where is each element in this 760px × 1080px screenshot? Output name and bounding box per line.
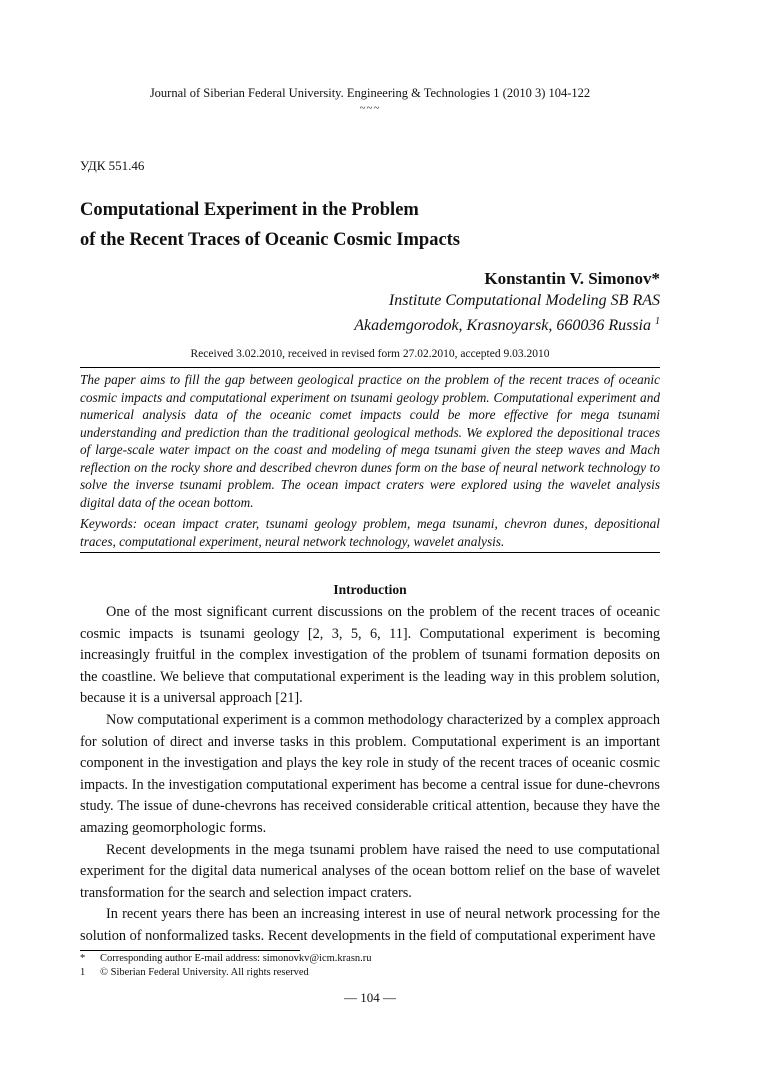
paragraph: In recent years there has been an increasing interest in use of neural network processing for the solution of nonformalized tasks. Recent developments in the field of computational experiment have bbox=[80, 906, 660, 944]
title-line-2: of the Recent Traces of Oceanic Cosmic Impacts bbox=[80, 230, 461, 250]
title-line-1: Computational Experiment in the Problem bbox=[80, 200, 419, 220]
author-address bbox=[354, 311, 660, 336]
received-dates: Received 3.02.2010, received in revised form 27.02.2010, accepted 9.03.2010 bbox=[190, 348, 550, 360]
footnote bbox=[80, 966, 372, 980]
author-institute: Institute Computational Modeling SB RAS bbox=[388, 292, 660, 309]
paragraph: Now computational experiment is a common methodology characterized by a complex approach for solution of direct and inverse tasks in this problem. Computational experiment is an important component in the investigation and plays the key role in study of the recent traces of oceanic cosmic impacts. In the investigation computational experiment has become a central issue for dune-chevrons study. The issue of dune-chevrons has received considerable critical attention, because they have the amazing geomorphologic forms. bbox=[80, 711, 660, 836]
page-number: — 104 — bbox=[344, 990, 396, 1005]
section-heading-introduction: Introduction bbox=[333, 582, 407, 597]
footnote bbox=[80, 952, 372, 966]
paragraph: One of the most significant current discussions on the problem of the recent traces of oceanic cosmic impacts is tsunami geology [2, 3, 5, 6, 11]. Computational experiment is becoming increasingly fruitful in the complex investigation of the problem of tsunami formation deposits on the coastline. We believe that computational experiment is the leading way in this problem solution, because it is a universal approach [21]. bbox=[80, 604, 660, 707]
author-block bbox=[354, 268, 660, 336]
keywords: Keywords: ocean impact crater, tsunami geology problem, mega tsunami, chevron dunes, depositional traces, computational experiment, neural network technology, wavelet analysis. bbox=[80, 516, 660, 549]
paper-title bbox=[80, 195, 660, 255]
footnote-mark: * bbox=[80, 953, 86, 964]
address-footnote-mark: 1 bbox=[655, 316, 660, 327]
introduction-body bbox=[80, 602, 660, 948]
author-name: Konstantin V. Simonov* bbox=[484, 269, 660, 288]
udk-code: УДК 551.46 bbox=[80, 158, 145, 173]
footnote-rule bbox=[80, 950, 300, 951]
footnote-text: © Siberian Federal University. All rights reserved bbox=[100, 967, 309, 978]
abstract-bottom-rule bbox=[80, 552, 660, 553]
header-ornament: ~~~ bbox=[359, 102, 381, 114]
footnote-mark: 1 bbox=[80, 967, 86, 978]
abstract: The paper aims to fill the gap between geological practice on the problem of the recent traces of oceanic cosmic impacts and computational experiment on tsunami geology problem. Computational experiment and numerical analysis data of the oceanic comet impacts could be more effective for mega tsunami understanding and prediction than the traditional geological methods. We explored the depositional traces of large-scale water impact on the coast and modeling of mega tsunami given the steep waves and Mach reflection on the rocky shore and described chevron dunes form on the base of neural network technology to solve the inverse tsunami problem. The ocean impact craters were explored using the wavelet analysis digital data of the ocean bottom. bbox=[80, 372, 660, 510]
footnote-text: Corresponding author E-mail address: simonovkv@icm.krasn.ru bbox=[100, 953, 372, 964]
abstract-top-rule bbox=[80, 367, 660, 368]
journal-header: Journal of Siberian Federal University. Engineering & Technologies 1 (2010 3) 104-122 bbox=[149, 86, 591, 100]
footnotes bbox=[80, 952, 372, 980]
paragraph: Recent developments in the mega tsunami problem have raised the need to use computational experiment for the digital data numerical analyses of the ocean bottom relief on the base of wavelet transformation for the search and selection impact craters. bbox=[80, 841, 660, 901]
address-text: Akademgorodok, Krasnoyarsk, 660036 Russia bbox=[354, 317, 651, 334]
